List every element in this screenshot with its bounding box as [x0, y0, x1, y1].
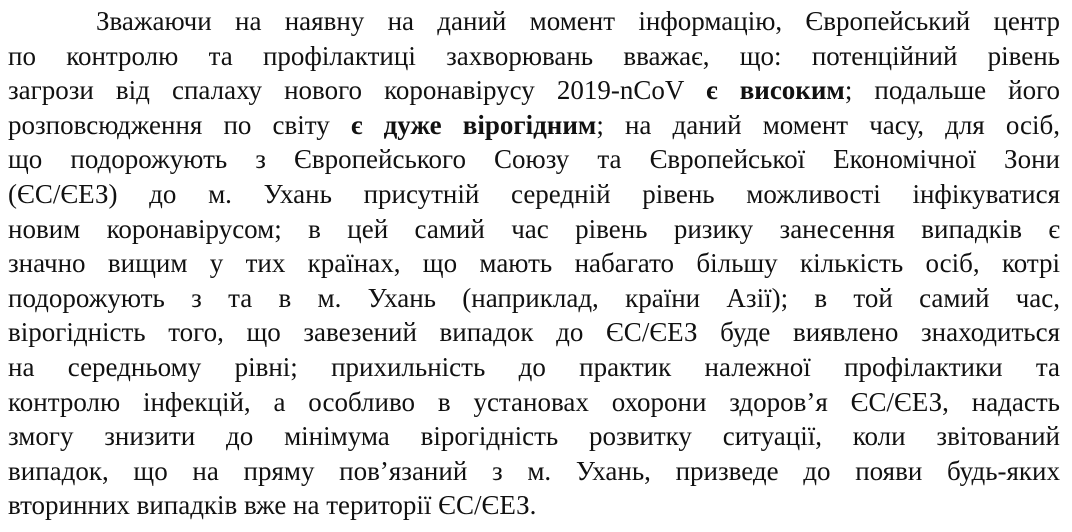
text-segment: що подорожують з Європейського Союзу та Європейської Економічної Зони	[8, 144, 1060, 175]
text-line	[8, 281, 1060, 316]
text-line	[8, 177, 1060, 212]
emphasized-text: є високим	[705, 75, 845, 106]
text-line	[8, 350, 1060, 385]
text-segment: новим коронавірусом; в цей самий час рівень ризику занесення випадків є	[8, 213, 1060, 244]
text-segment: на середньому рівні; прихильність до практик належної профілактики та	[8, 351, 1060, 382]
text-segment: подорожують з та в м. Ухань (наприклад, країни Азії); в той самий час,	[8, 282, 1060, 313]
text-segment: по контролю та профілактиці захворювань вважає, що: потенційний рівень	[8, 40, 1060, 71]
text-line	[8, 488, 1060, 523]
text-segment: ; подальше його	[844, 75, 1061, 106]
text-segment: ; на даний момент часу, для осіб,	[596, 109, 1060, 140]
text-line	[8, 385, 1060, 420]
text-line	[8, 39, 1060, 74]
text-line	[8, 246, 1060, 281]
text-segment: значно вищим у тих країнах, що мають набагато більшу кількість осіб, котрі	[8, 248, 1060, 279]
text-segment: загрози від спалаху нового коронавірусу 2019-nCoV	[8, 75, 706, 106]
text-line	[8, 4, 1060, 39]
text-segment: вірогідність того, що завезений випадок до ЄС/ЄЕЗ буде виявлено знаходиться	[8, 317, 1060, 348]
text-segment: змогу знизити до мінімума вірогідність розвитку ситуації, коли звітований	[8, 421, 1060, 452]
text-segment: (ЄС/ЄЕЗ) до м. Ухань присутній середній рівень можливості інфікуватися	[8, 178, 1060, 209]
text-line	[8, 212, 1060, 247]
text-segment: розповсюдження по світу	[8, 109, 351, 140]
text-line	[8, 315, 1060, 350]
text-segment: випадок, що на пряму пов’язаний з м. Ухань, призведе до появи будь-яких	[8, 455, 1060, 486]
text-line	[8, 454, 1060, 489]
text-line	[8, 108, 1060, 143]
emphasized-text: є дуже вірогідним	[350, 109, 597, 140]
body-paragraph	[8, 4, 1060, 523]
text-line	[8, 419, 1060, 454]
text-line	[8, 142, 1060, 177]
text-segment: Зважаючи на наявну на даний момент інформацію, Європейський центр	[96, 6, 1060, 36]
text-segment: вторинних випадків вже на території ЄС/ЄЕЗ.	[8, 490, 537, 521]
text-segment: контролю інфекцій, а особливо в установах охорони здоров’я ЄС/ЄЕЗ, надасть	[8, 386, 1060, 417]
text-line	[8, 73, 1060, 108]
